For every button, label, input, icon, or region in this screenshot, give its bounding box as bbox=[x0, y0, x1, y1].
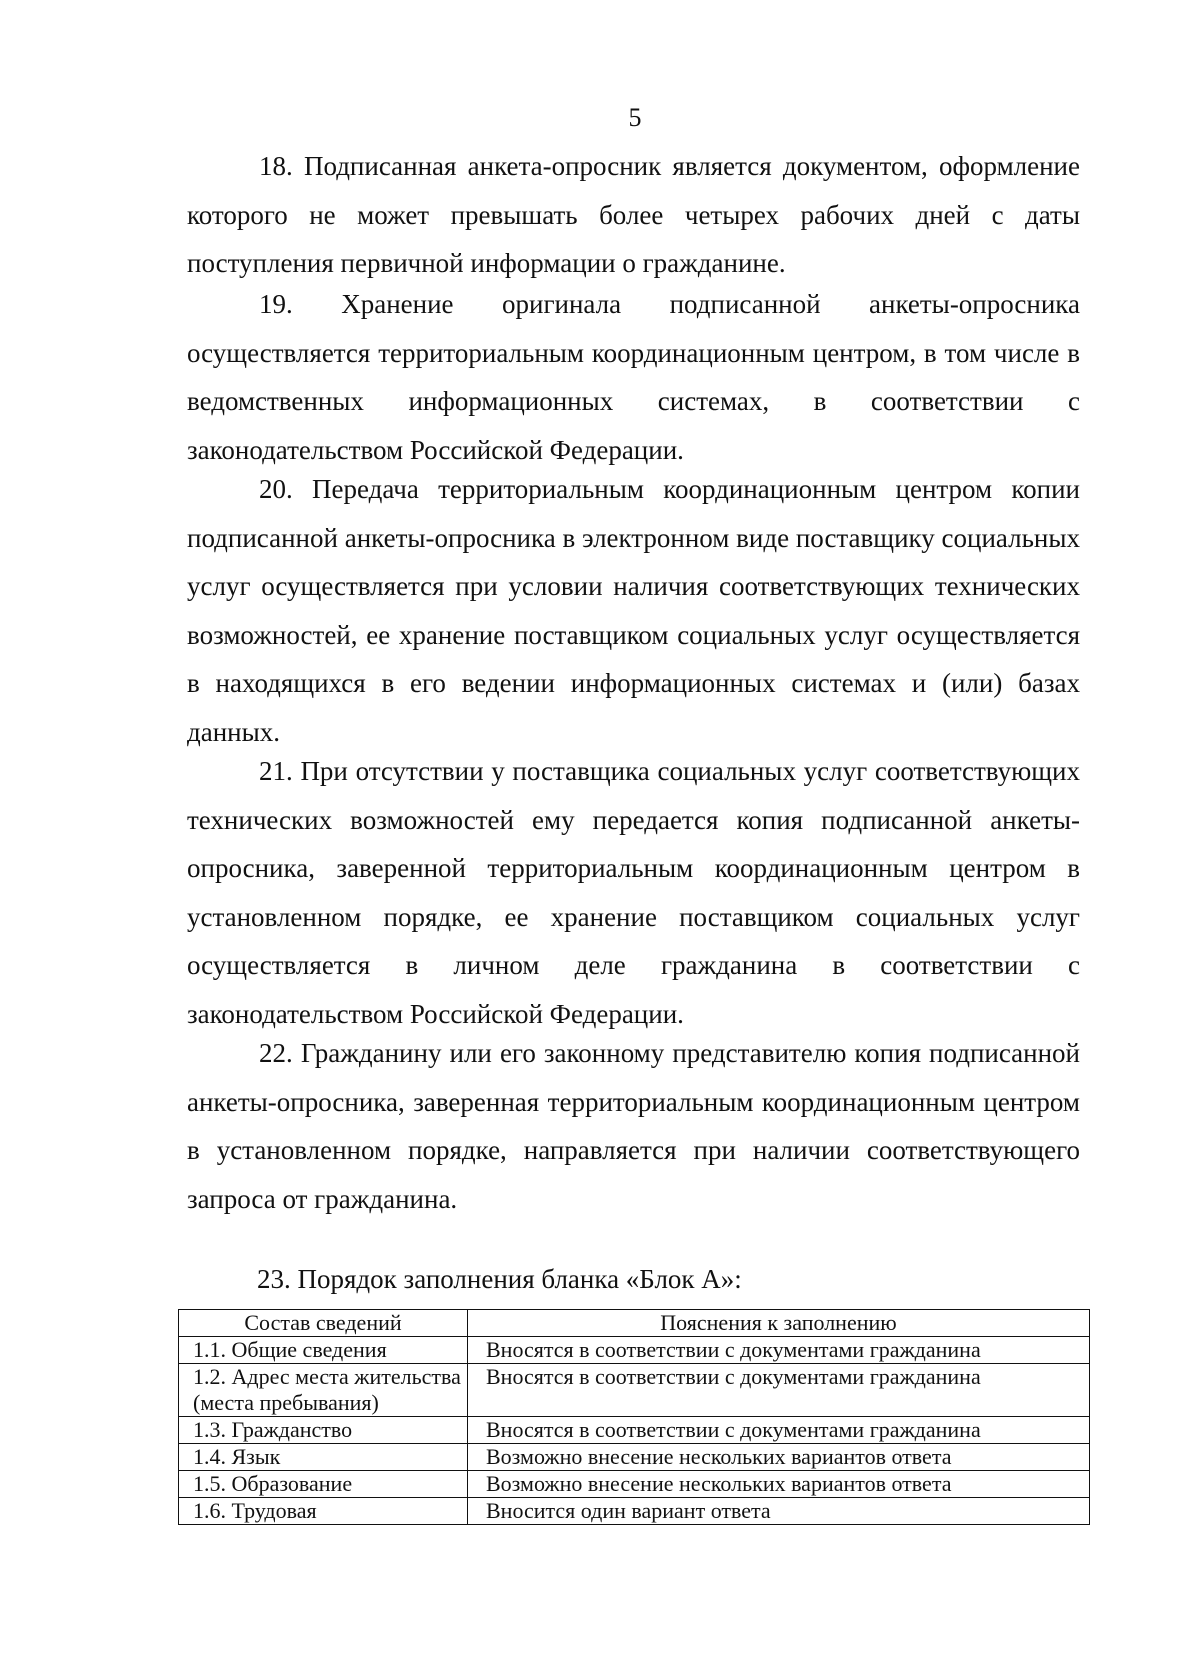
paragraph-number: 20. bbox=[259, 474, 293, 504]
table-cell: 1.5. Образование bbox=[179, 1471, 468, 1498]
column-header: Пояснения к заполнению bbox=[468, 1310, 1090, 1337]
block-a-table bbox=[178, 1309, 1090, 1525]
paragraph-18 bbox=[187, 142, 1080, 288]
paragraph-number: 18. bbox=[259, 151, 293, 181]
table-cell: Вносятся в соответствии с документами гражданина bbox=[468, 1364, 1090, 1417]
paragraph-number: 22. bbox=[259, 1038, 293, 1068]
paragraph-text: Гражданину или его законному представителю копия подписанной анкеты-опросника, заверенная территориальным координационным центром в установленном порядке, направляется при наличии соответствующего запроса от гражданина. bbox=[187, 1038, 1081, 1214]
paragraph-22 bbox=[187, 1029, 1080, 1223]
table-cell: Вносится один вариант ответа bbox=[468, 1498, 1090, 1525]
table-row bbox=[179, 1364, 1090, 1417]
paragraph-text: Передача территориальным координационным центром копии подписанной анкеты-опросника в электронном виде поставщику социальных услуг осуществляется при условии наличия соответствующих технических возможностей, ее хранение поставщиком социальных услуг осуществляется в находящихся в его ведении информационных системах и (или) базах данных. bbox=[187, 474, 1080, 747]
table-header-row bbox=[179, 1310, 1090, 1337]
table-row bbox=[179, 1471, 1090, 1498]
paragraph-21 bbox=[187, 747, 1080, 1039]
table-cell: Вносятся в соответствии с документами гражданина bbox=[468, 1417, 1090, 1444]
section-23-heading: 23. Порядок заполнения бланка «Блок А»: bbox=[257, 1264, 742, 1294]
table-cell: 1.3. Гражданство bbox=[179, 1417, 468, 1444]
table-row bbox=[179, 1337, 1090, 1364]
table-cell: Вносятся в соответствии с документами гражданина bbox=[468, 1337, 1090, 1364]
table-cell: 1.4. Язык bbox=[179, 1444, 468, 1471]
paragraph-number: 19. bbox=[259, 289, 293, 319]
paragraph-text: Подписанная анкета-опросник является документом, оформление которого не может превышать более четырех рабочих дней с даты поступления первичной информации о гражданине. bbox=[187, 151, 1080, 279]
table-row bbox=[179, 1498, 1090, 1525]
page-number: 5 bbox=[628, 103, 642, 132]
paragraph-text: При отсутствии у поставщика социальных услуг соответствующих технических возможностей ему передается копия подписанной анкеты-опросника, заверенной территориальным координационным центром в установленном порядке, ее хранение поставщиком социальных услуг осуществляется в личном деле гражданина в соответствии с законодательством Российской Федерации. bbox=[187, 756, 1080, 1029]
table-cell: 1.2. Адрес места жительства (места пребывания) bbox=[179, 1364, 468, 1417]
table-cell: 1.1. Общие сведения bbox=[179, 1337, 468, 1364]
table-cell: Возможно внесение нескольких вариантов ответа bbox=[468, 1471, 1090, 1498]
paragraph-19 bbox=[187, 280, 1080, 474]
column-header: Состав сведений bbox=[179, 1310, 468, 1337]
paragraph-number: 21. bbox=[259, 756, 293, 786]
table-cell: 1.6. Трудовая bbox=[179, 1498, 468, 1525]
table-row bbox=[179, 1444, 1090, 1471]
paragraph-text: Хранение оригинала подписанной анкеты-опросника осуществляется территориальным координационным центром, в том числе в ведомственных информационных системах, в соответствии с законодательством Российской Федерации. bbox=[187, 289, 1081, 465]
table-row bbox=[179, 1417, 1090, 1444]
table-cell: Возможно внесение нескольких вариантов ответа bbox=[468, 1444, 1090, 1471]
paragraph-20 bbox=[187, 465, 1080, 757]
